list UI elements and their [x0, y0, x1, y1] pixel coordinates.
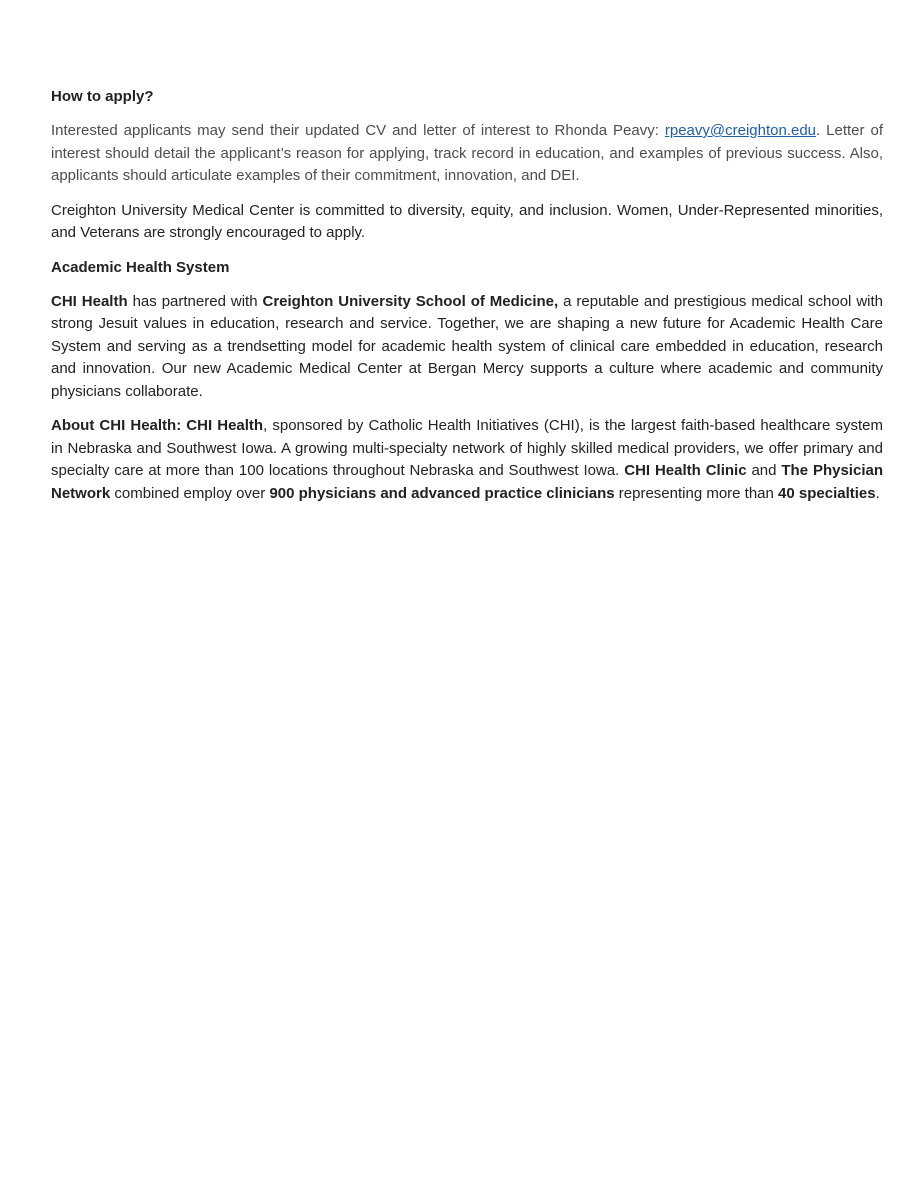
creighton-som-name: Creighton University School of Medicine,	[262, 292, 559, 310]
apply-text-after: . Letter of interest should detail the applicant’s reason for applying, track record in education, and examples of previous success. Also, applicants should articulate examples of their commitment, innovation, and DEI.	[51, 122, 883, 184]
academic-health-system-heading: Academic Health System	[51, 258, 230, 276]
about-text-2: and	[746, 462, 782, 479]
about-text-4: representing more than	[614, 484, 779, 502]
apply-text-before: Interested applicants may send their updated CV and letter of interest to Rhonda Peavy:	[51, 122, 665, 139]
about-text-3: combined employ over	[110, 484, 270, 502]
diversity-statement-paragraph: Creighton University Medical Center is committed to diversity, equity, and inclusion. Women, Under-Represented minorities, and Veterans are strongly encouraged to apply.	[51, 201, 883, 241]
partnership-description: a reputable and prestigious medical school with strong Jesuit values in education, research and service. Together, we are shaping a new future for Academic Health Care System and serving as a trendsetting model for academic health system of clinical care embedded in education, research and innovation. Our new Academic Medical Center at Bergan Mercy supports a culture where academic and community physicians collaborate.	[51, 292, 883, 400]
chi-health-name: CHI Health	[51, 292, 128, 310]
about-text-5: .	[875, 484, 880, 502]
academic-health-system-paragraph	[51, 291, 883, 404]
document-page	[51, 86, 883, 517]
about-text-1: , sponsored by Catholic Health Initiatives (CHI), is the largest faith-based healthcare system in Nebraska and Southwest Iowa. A growing multi-specialty network of highly skilled medical providers, we offer primary and specialty care at more than 100 locations throughout Nebraska and Southwest Iowa.	[51, 417, 883, 479]
about-chi-health-paragraph	[51, 415, 883, 505]
contact-email-link[interactable]: rpeavy@creighton.edu	[664, 122, 817, 139]
physician-count: 900 physicians and advanced practice clinicians	[269, 484, 615, 502]
physician-network-name: The Physician Network	[51, 462, 883, 502]
about-chi-health-lead: About CHI Health: CHI Health	[51, 417, 264, 434]
application-instructions-paragraph	[51, 120, 883, 188]
chi-health-clinic-name: CHI Health Clinic	[624, 462, 747, 479]
specialty-count: 40 specialties	[778, 484, 876, 502]
how-to-apply-heading: How to apply?	[51, 88, 154, 105]
partnered-text: has partnered with	[127, 292, 263, 310]
